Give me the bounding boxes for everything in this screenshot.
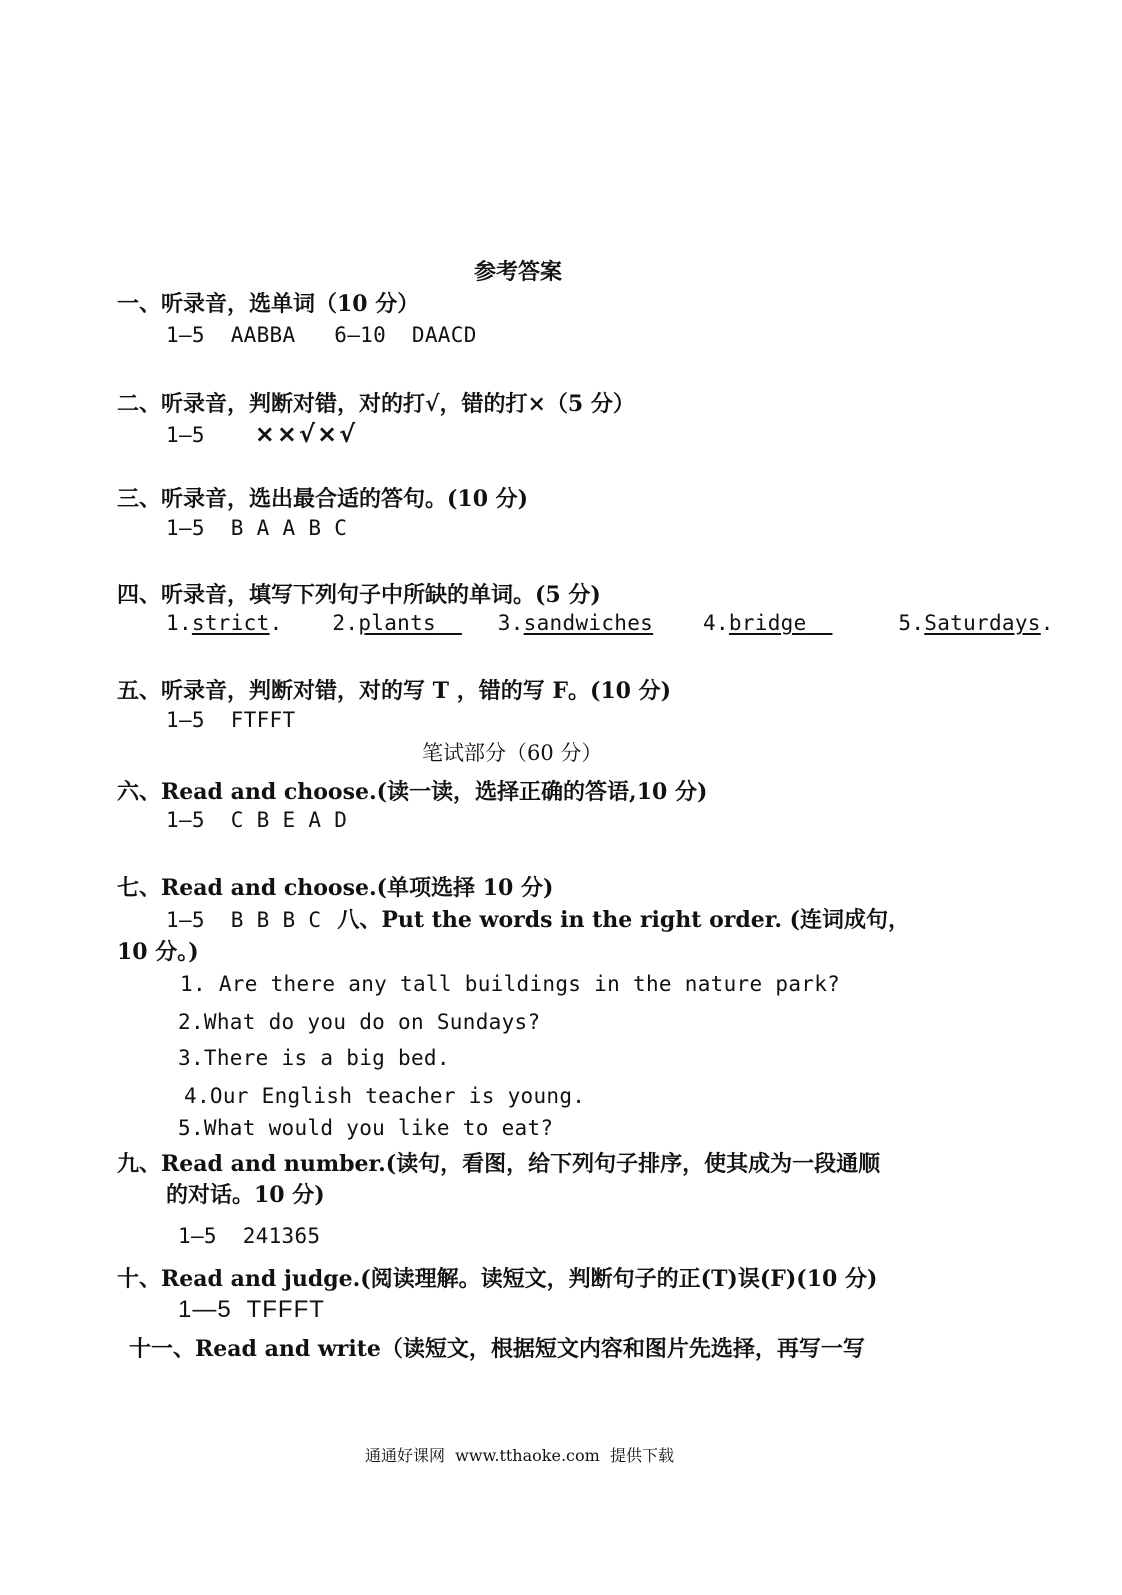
written-part-label: 笔试部分（60 分） — [422, 741, 603, 765]
order-sentence-5: 5.What would you like to eat? — [178, 1116, 554, 1140]
section-10-heading: 十、Read and judge.(阅读理解。读短文，判断句子的正(T)误(F)(10 分) — [117, 1266, 878, 1292]
section-7-8-row — [166, 903, 910, 934]
section-9-heading: 九、Read and number.(读句，看图，给下列句子排序，使其成为一段通顺 — [117, 1151, 881, 1177]
fill-item-3: 3.sandwiches — [497, 611, 654, 635]
section-2-answer: ××√×√ — [254, 420, 358, 448]
section-2-answer-row — [166, 420, 357, 448]
fill-item-2: 2.plants — [332, 611, 436, 635]
order-sentence-4: 4.Our English teacher is young. — [184, 1084, 586, 1108]
section-5-heading: 五、听录音，判断对错，对的写 T ，错的写 F。(10 分) — [117, 678, 672, 704]
page-title: 参考答案 — [474, 259, 563, 285]
section-7-heading: 七、Read and choose.(单项选择 10 分) — [117, 875, 554, 901]
section-2-heading: 二、听录音，判断对错，对的打√，错的打×（5 分） — [117, 391, 635, 417]
section-6-heading: 六、Read and choose.(读一读，选择正确的答语,10 分) — [117, 779, 708, 805]
section-9-heading-cont: 的对话。10 分) — [166, 1182, 325, 1208]
order-sentence-3: 3.There is a big bed. — [178, 1046, 450, 1070]
order-sentence-1: 1. Are there any tall buildings in the nature park? — [180, 972, 841, 996]
fill-item-4: 4.bridge — [703, 611, 807, 635]
section-2-prefix: 1—5 — [166, 423, 205, 447]
order-sentence-2: 2.What do you do on Sundays? — [178, 1010, 541, 1034]
fill-item-1: 1.strict. — [166, 611, 283, 635]
section-4-answer-row — [166, 611, 1054, 635]
section-8-heading: 八、Put the words in the right order. (连词成句， — [337, 907, 911, 933]
section-8-heading-cont: 10 分。) — [117, 939, 199, 965]
section-1-answer: 1—5 AABBA 6—10 DAACD — [166, 323, 477, 347]
section-3-heading: 三、听录音，选出最合适的答句。(10 分) — [117, 486, 529, 512]
fill-item-5: 5.Saturdays. — [898, 611, 1054, 635]
section-9-answer: 1—5 241365 — [178, 1224, 321, 1248]
section-1-heading: 一、听录音，选单词（10 分） — [117, 291, 420, 317]
section-7-answer: 1—5 B B B C — [166, 908, 322, 932]
footer-source: 通通好课网 www.tthaoke.com 提供下载 — [365, 1446, 674, 1465]
section-5-answer: 1—5 FTFFT — [166, 708, 296, 732]
section-3-answer: 1—5 B A A B C — [166, 516, 348, 540]
section-6-answer: 1—5 C B E A D — [166, 808, 348, 832]
section-10-answer: 1—5 TFFFT — [178, 1296, 325, 1323]
section-4-heading: 四、听录音，填写下列句子中所缺的单词。(5 分) — [117, 582, 601, 608]
section-11-heading: 十一、Read and write（读短文，根据短文内容和图片先选择，再写一写 — [129, 1336, 865, 1362]
